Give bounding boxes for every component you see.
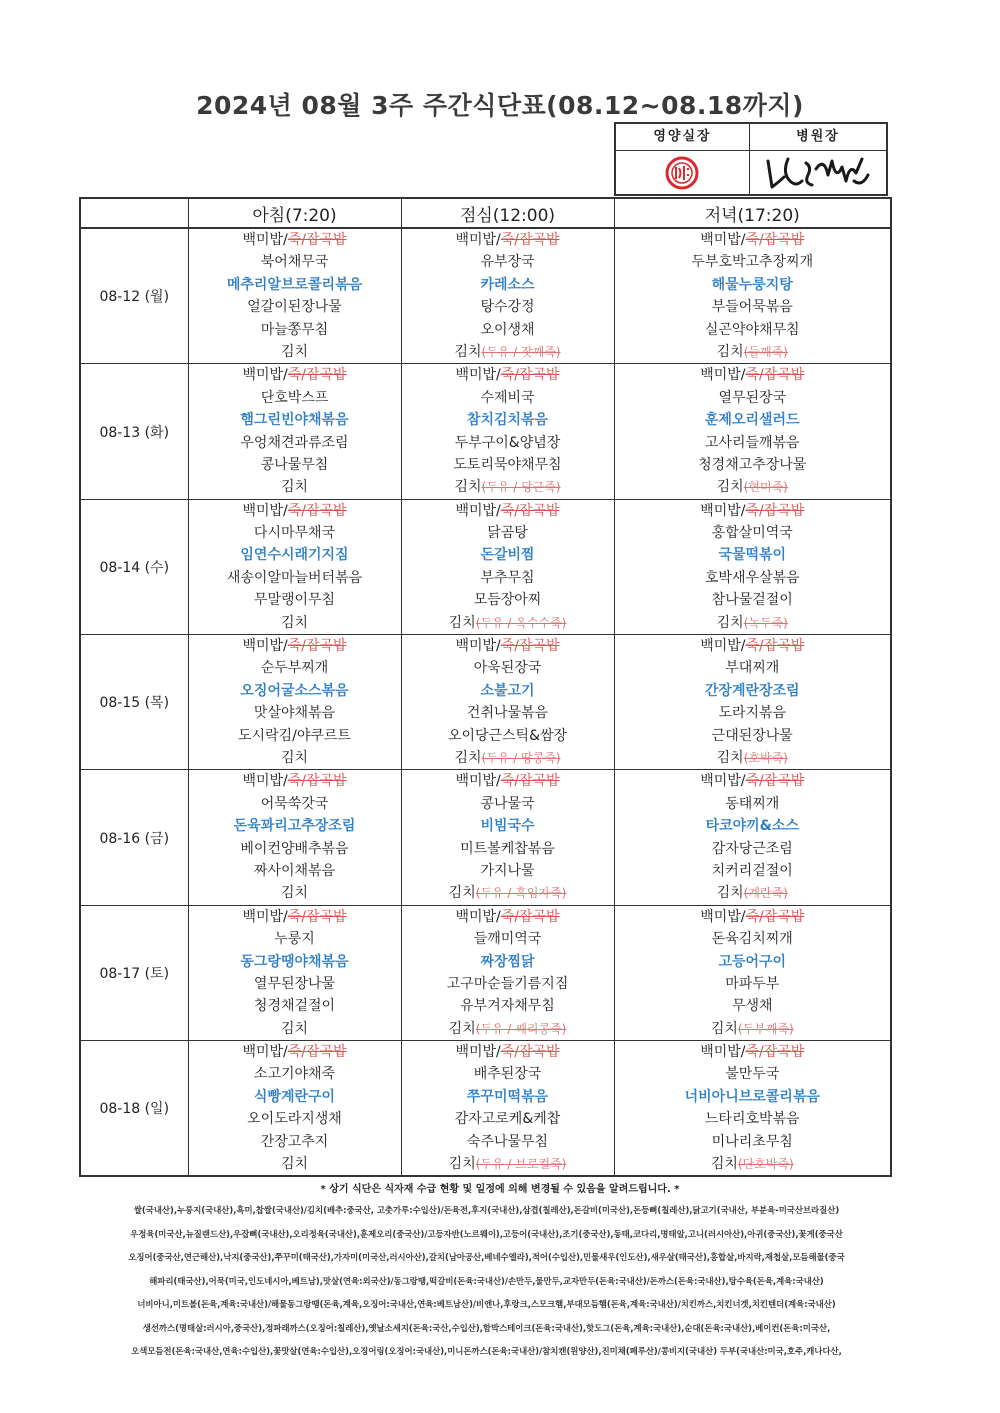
side-dish: 참나물겉절이 <box>711 592 793 609</box>
kimchi-label: 김치 <box>454 749 482 766</box>
main-dish: 참치김치볶음 <box>466 412 549 429</box>
rice-line <box>402 906 614 928</box>
side-dish: 가지나물 <box>480 862 535 879</box>
side-dish: 고사리들깨볶음 <box>704 434 800 451</box>
porridge-note: (단호박죽) <box>737 1157 794 1172</box>
origin-line: 너비아니,미트볼(돈육,계육:국내산)/해물동그랑땡(돈육,계육,오징어:국내산,연육:베트남산)/비엔나,후랑크,스모크햄,부대모듬햄(돈육,계육:국내산)/치킨까스,치킨너겟,치킨텐더(계육:국내산) <box>137 1299 836 1309</box>
origin-line: 우정육(미국산,뉴질랜드산),우잡뼈(국내산),오리정육(국내산),훈제오리(중국산)/고등자반(노르웨이),고등어(국내산),조기(중국산),동태,코다리,명태알,고니(러시아산),아귀(중국산),꽃게(중국산 <box>130 1228 843 1239</box>
rice-line <box>615 906 891 928</box>
footnote: * 상기 식단은 식자재 수급 현황 및 일정에 의해 변경될 수 있음을 알려드립니다. * <box>320 1184 680 1195</box>
main-dish: 소불고기 <box>480 682 535 699</box>
side-dish: 다시마무채국 <box>253 525 336 542</box>
alt-rice-label: 죽/잡곡밥 <box>287 367 347 384</box>
side-dish: 미나리초무침 <box>711 1133 793 1150</box>
rice-label: 백미밥/ <box>455 502 501 519</box>
side-dish: 어묵쑥갓국 <box>260 795 329 812</box>
menu-day-row <box>80 228 891 364</box>
rice-label: 백미밥/ <box>700 367 746 384</box>
rice-line <box>402 635 614 657</box>
side-dish: 마파두부 <box>725 975 780 992</box>
lunch-cell <box>401 499 614 634</box>
page-title: 2024년 08월 3주 주간식단표(08.12~08.18까지) <box>196 91 804 120</box>
kimchi-label: 김치 <box>716 343 744 360</box>
approval-box <box>614 122 888 196</box>
main-dish: 간장계란장조림 <box>704 682 800 699</box>
rice-line <box>189 770 401 792</box>
dinner-cell <box>614 905 891 1040</box>
side-dish: 도라지볶음 <box>718 705 787 722</box>
rice-label: 백미밥/ <box>242 232 288 248</box>
kimchi-line <box>615 747 891 769</box>
breakfast-cell <box>188 905 401 1040</box>
side-dish: 숙주나물무침 <box>466 1133 549 1150</box>
alt-rice-label: 죽/잡곡밥 <box>500 502 560 519</box>
porridge-note: (두부깨죽) <box>737 1021 794 1036</box>
porridge-note: (호박죽) <box>743 750 788 765</box>
kimchi-line <box>402 476 614 498</box>
rice-line <box>615 500 891 522</box>
side-dish: 얼갈이된장나물 <box>247 299 342 316</box>
kimchi-line <box>615 882 891 904</box>
kimchi-label: 김치 <box>710 1020 738 1037</box>
rice-label: 백미밥/ <box>455 367 501 384</box>
kimchi-label: 김치 <box>280 1156 309 1173</box>
side-dish: 청경채겉절이 <box>253 998 336 1015</box>
director-label: 병원장 <box>750 124 886 151</box>
dinner-cell <box>614 635 891 770</box>
header-breakfast: 아침(7:20) <box>188 198 401 228</box>
origin-line: 오징어(중국산,연근해산),낙지(중국산),쭈꾸미(태국산),가자미(미국산,러시아산),갈치(남아공산,베네수엘라),적어(수입산),민물새우(인도산),새우살(태국산),홍합살,바지락,재첩살,모듬해물(중국 <box>128 1252 845 1262</box>
side-dish: 새송이알마늘버터볶음 <box>226 569 363 586</box>
kimchi-label: 김치 <box>454 479 482 496</box>
rice-label: 백미밥/ <box>455 232 501 248</box>
rice-line <box>615 1041 891 1063</box>
side-dish: 오이생채 <box>480 321 535 338</box>
lunch-cell <box>401 364 614 499</box>
side-dish: 근대된장나물 <box>711 727 793 744</box>
breakfast-cell <box>188 1041 401 1177</box>
kimchi-line <box>402 341 614 363</box>
kimchi-line <box>615 1153 891 1175</box>
kimchi-line <box>189 476 401 498</box>
side-dish: 실곤약야채무침 <box>704 321 800 338</box>
menu-day-row <box>80 770 891 905</box>
side-dish: 감자고로케&케찹 <box>454 1111 561 1128</box>
side-dish: 닭곰탕 <box>487 525 528 542</box>
side-dish: 부들어묵볶음 <box>711 299 793 316</box>
main-dish: 비빔국수 <box>480 818 535 835</box>
kimchi-label: 김치 <box>716 885 744 902</box>
side-dish: 동태찌개 <box>725 795 780 812</box>
side-dish: 열무된장나물 <box>253 975 336 992</box>
rice-label: 백미밥/ <box>455 908 501 925</box>
kimchi-label: 김치 <box>716 749 744 766</box>
side-dish: 치커리겉절이 <box>711 862 793 879</box>
kimchi-line <box>402 1018 614 1040</box>
breakfast-cell <box>188 770 401 905</box>
kimchi-line <box>402 882 614 904</box>
main-dish: 임연수시래기지짐 <box>240 547 349 564</box>
rice-label: 백미밥/ <box>455 638 501 655</box>
rice-line <box>615 635 891 657</box>
side-dish: 건취나물볶음 <box>466 705 549 722</box>
side-dish: 무생채 <box>731 998 773 1015</box>
side-dish: 북어채무국 <box>260 254 329 271</box>
side-dish: 감자당근조림 <box>711 840 793 857</box>
main-dish: 식빵계란구이 <box>253 1088 336 1105</box>
kimchi-line <box>615 1018 891 1040</box>
kimchi-line <box>615 341 891 363</box>
menu-day-row <box>80 364 891 499</box>
menu-day-row <box>80 635 891 770</box>
side-dish: 간장고추지 <box>260 1133 329 1150</box>
side-dish: 맛살야채볶음 <box>253 705 336 722</box>
side-dish: 누룽지 <box>274 931 315 948</box>
menu-day-row <box>80 1041 891 1177</box>
side-dish: 청경채고추장나물 <box>698 456 807 473</box>
alt-rice-label: 죽/잡곡밥 <box>287 1044 347 1061</box>
side-dish: 베이컨양배추볶음 <box>240 840 349 857</box>
day-date: 08-14 (수) <box>80 499 188 634</box>
alt-rice-label: 죽/잡곡밥 <box>287 638 347 655</box>
header-row <box>80 198 891 228</box>
rice-label: 백미밥/ <box>242 638 288 655</box>
header-dinner: 저녁(17:20) <box>614 198 891 228</box>
rice-line <box>615 770 891 792</box>
kimchi-line <box>189 1153 401 1175</box>
porridge-note: (녹두죽) <box>743 615 788 630</box>
kimchi-label: 김치 <box>280 479 309 496</box>
kimchi-line <box>402 747 614 769</box>
kimchi-line <box>189 341 401 363</box>
rice-label: 백미밥/ <box>455 1044 501 1061</box>
rice-line <box>189 906 401 928</box>
seal-stamp-icon <box>616 151 749 194</box>
alt-rice-label: 죽/잡곡밥 <box>500 908 560 925</box>
porridge-note: (두유 / 당근죽) <box>481 480 561 495</box>
side-dish: 콩나물무침 <box>260 456 329 473</box>
origin-line: 생선까스(명태살:러시아,중국산),정파래까스(오징어:칠레산),옛날소세지(돈육:국산,수입산),함박스테이크(돈육:국내산),핫도그(돈육,계육:국내산),순대(돈육:국내산),베이컨(돈육:미국산, <box>142 1322 831 1333</box>
kimchi-line <box>189 747 401 769</box>
kimchi-line <box>402 612 614 634</box>
side-dish: 유부장국 <box>480 254 535 271</box>
kimchi-label: 김치 <box>280 343 309 360</box>
rice-line <box>402 229 614 251</box>
day-date: 08-16 (금) <box>80 770 188 905</box>
main-dish: 돈갈비찜 <box>480 547 535 564</box>
kimchi-label: 김치 <box>448 885 476 902</box>
rice-label: 백미밥/ <box>242 773 288 790</box>
side-dish: 아욱된장국 <box>473 660 542 677</box>
side-dish: 배추된장국 <box>473 1066 542 1083</box>
kimchi-line <box>189 612 401 634</box>
origin-line: 해파리(태국산),어묵(미국,인도네시아,베트남),맛살(연육:외국산)/동그랑땡,떡갈비(돈육:국내산)/손만두,물만두,교자만두(돈육:국내산)/돈까스(돈육:국내산),탕수육(돈육,계육:국내산) <box>149 1275 824 1286</box>
side-dish: 부추무침 <box>480 569 535 586</box>
rice-line <box>189 635 401 657</box>
kimchi-label: 김치 <box>448 614 476 631</box>
main-dish: 햄그린빈야채볶음 <box>240 412 349 429</box>
alt-rice-label: 죽/잡곡밥 <box>287 502 347 519</box>
alt-rice-label: 죽/잡곡밥 <box>500 367 560 384</box>
kimchi-line <box>615 476 891 498</box>
kimchi-line <box>189 1018 401 1040</box>
alt-rice-label: 죽/잡곡밥 <box>745 773 805 790</box>
side-dish: 탕수강정 <box>480 299 535 316</box>
rice-line <box>402 364 614 386</box>
kimchi-label: 김치 <box>716 479 744 496</box>
porridge-note: (두유 / 땅콩죽) <box>481 750 561 765</box>
side-dish: 콩나물국 <box>480 795 535 812</box>
porridge-note: (현미죽) <box>743 480 788 495</box>
main-dish: 짜장찜닭 <box>480 953 535 970</box>
rice-label: 백미밥/ <box>700 638 746 655</box>
porridge-note: (두유 / 잣깨죽) <box>481 344 561 359</box>
lunch-cell <box>401 770 614 905</box>
rice-line <box>402 770 614 792</box>
breakfast-cell <box>188 635 401 770</box>
porridge-note: (두유 / 흑임자죽) <box>475 886 567 901</box>
nutrition-manager-label: 영양실장 <box>616 124 750 151</box>
main-dish: 너비아니브로콜리볶음 <box>684 1088 820 1105</box>
side-dish: 두부호박고추장찌개 <box>691 254 814 271</box>
side-dish: 마늘쫑무침 <box>260 321 329 338</box>
side-dish: 수제비국 <box>480 389 535 406</box>
alt-rice-label: 죽/잡곡밥 <box>745 638 805 655</box>
menu-day-row <box>80 499 891 634</box>
side-dish: 오이도라지생채 <box>247 1111 342 1128</box>
side-dish: 소고기야채죽 <box>253 1066 336 1083</box>
side-dish: 열무된장국 <box>718 389 787 406</box>
lunch-cell <box>401 228 614 364</box>
rice-label: 백미밥/ <box>700 232 746 248</box>
dinner-cell <box>614 228 891 364</box>
porridge-note: (두유 / 옥수수죽) <box>475 615 567 630</box>
kimchi-label: 김치 <box>280 749 309 766</box>
side-dish: 돈육김치찌개 <box>711 931 793 948</box>
day-date: 08-18 (일) <box>80 1041 188 1177</box>
header-corner <box>80 198 188 228</box>
side-dish: 우엉채견과류조림 <box>240 434 349 451</box>
breakfast-cell <box>188 499 401 634</box>
main-dish: 쭈꾸미떡볶음 <box>466 1088 549 1105</box>
day-date: 08-15 (목) <box>80 635 188 770</box>
side-dish: 단호박스프 <box>260 389 329 406</box>
dinner-cell <box>614 1041 891 1177</box>
handwritten-signature-icon <box>750 151 886 194</box>
alt-rice-label: 죽/잡곡밥 <box>287 908 347 925</box>
side-dish: 모듬장아찌 <box>473 592 542 609</box>
side-dish: 불만두국 <box>725 1066 780 1083</box>
kimchi-label: 김치 <box>716 614 744 631</box>
porridge-note: (두유 / 브로컬죽) <box>475 1157 567 1172</box>
dinner-cell <box>614 770 891 905</box>
main-dish: 타코야끼&소스 <box>705 818 799 835</box>
kimchi-label: 김치 <box>710 1156 738 1173</box>
kimchi-label: 김치 <box>448 1020 476 1037</box>
kimchi-label: 김치 <box>280 614 309 631</box>
side-dish: 고구마순들기름지짐 <box>446 975 569 992</box>
lunch-cell <box>401 635 614 770</box>
alt-rice-label: 죽/잡곡밥 <box>745 908 805 925</box>
main-dish: 오징어굴소스볶음 <box>240 682 349 699</box>
rice-label: 백미밥/ <box>242 908 288 925</box>
porridge-note: (들깨죽) <box>743 344 788 359</box>
rice-line <box>189 500 401 522</box>
alt-rice-label: 죽/잡곡밥 <box>745 232 805 248</box>
alt-rice-label: 죽/잡곡밥 <box>500 1044 560 1061</box>
kimchi-label: 김치 <box>280 885 309 902</box>
kimchi-label: 김치 <box>448 1156 476 1173</box>
rice-label: 백미밥/ <box>455 773 501 790</box>
breakfast-cell <box>188 228 401 364</box>
breakfast-cell <box>188 364 401 499</box>
porridge-note: (두유 / 쌔리콩죽) <box>475 1021 567 1036</box>
rice-line <box>615 364 891 386</box>
rice-label: 백미밥/ <box>700 908 746 925</box>
origin-info <box>79 1199 894 1364</box>
rice-line <box>189 229 401 251</box>
origin-line: 쌀(국내산),누룽지(국내산),흑미,찹쌀(국내산)/김치(배추:중국산, 고춧가루:수입산)/돈육전,후지(국내산),삼겹(칠레산),돈갈비(미국산),돈등뼈(칠레산),닭고기(국내산, 부분육-미국산브라질산) <box>133 1205 840 1215</box>
lunch-cell <box>401 905 614 1040</box>
day-date: 08-13 (화) <box>80 364 188 499</box>
day-date: 08-17 (토) <box>80 905 188 1040</box>
rice-label: 백미밥/ <box>700 773 746 790</box>
lunch-cell <box>401 1041 614 1177</box>
alt-rice-label: 죽/잡곡밥 <box>500 773 560 790</box>
side-dish: 유부겨자채무침 <box>460 998 555 1015</box>
alt-rice-label: 죽/잡곡밥 <box>745 502 805 519</box>
rice-line <box>402 1041 614 1063</box>
main-dish: 해물누룽지탕 <box>711 276 793 293</box>
rice-label: 백미밥/ <box>242 1044 288 1061</box>
side-dish: 순두부찌개 <box>260 660 329 677</box>
side-dish: 부대찌개 <box>725 660 780 677</box>
side-dish: 느타리호박볶음 <box>704 1111 800 1128</box>
rice-label: 백미밥/ <box>700 502 746 519</box>
porridge-note: (계란죽) <box>743 886 788 901</box>
rice-label: 백미밥/ <box>242 367 288 384</box>
side-dish: 무말랭이무침 <box>253 592 336 609</box>
alt-rice-label: 죽/잡곡밥 <box>500 638 560 655</box>
director-signature <box>750 151 886 194</box>
main-dish: 돈육꽈리고추장조림 <box>233 818 356 835</box>
side-dish: 두부구이&양념장 <box>454 434 561 451</box>
rice-line <box>189 1041 401 1063</box>
kimchi-line <box>402 1153 614 1175</box>
day-date: 08-12 (월) <box>80 228 188 364</box>
side-dish: 도토리묵야채무침 <box>453 456 562 473</box>
main-dish: 국물떡볶이 <box>718 547 787 564</box>
side-dish: 홍합살미역국 <box>711 525 793 542</box>
main-dish: 동그랑땡야채볶음 <box>240 953 349 970</box>
menu-day-row <box>80 905 891 1040</box>
kimchi-label: 김치 <box>280 1020 309 1037</box>
side-dish: 오이당근스틱&쌈장 <box>447 727 568 744</box>
side-dish: 호박새우살볶음 <box>704 569 800 586</box>
alt-rice-label: 죽/잡곡밥 <box>745 1044 805 1061</box>
alt-rice-label: 죽/잡곡밥 <box>500 232 560 248</box>
origin-line: 오색모듬전(돈육:국내산,연육:수입산),꽃맛살(연육:수입산),오징어링(오징어:국내산),미니돈까스(돈육:국내산)/참치캔(원양산),진미채(페루산)/콩비지(국내산) 두부(국내산:미국,호주,캐나다산, <box>131 1346 842 1356</box>
side-dish: 짜사이채볶음 <box>253 862 336 879</box>
side-dish: 도시락김/야쿠르트 <box>238 727 351 744</box>
alt-rice-label: 죽/잡곡밥 <box>287 232 347 248</box>
header-lunch: 점심(12:00) <box>401 198 614 228</box>
side-dish: 미트볼케찹볶음 <box>460 840 555 857</box>
kimchi-label: 김치 <box>454 343 482 360</box>
rice-label: 백미밥/ <box>242 502 288 519</box>
kimchi-line <box>189 882 401 904</box>
nutrition-manager-stamp <box>616 151 750 194</box>
kimchi-line <box>615 612 891 634</box>
main-dish: 카레소스 <box>480 276 535 293</box>
dinner-cell <box>614 364 891 499</box>
main-dish: 메추리알브로콜리볶음 <box>226 276 363 293</box>
alt-rice-label: 죽/잡곡밥 <box>287 773 347 790</box>
main-dish: 고등어구이 <box>718 953 787 970</box>
dinner-cell <box>614 499 891 634</box>
main-dish: 훈제오리샐러드 <box>704 412 800 429</box>
rice-label: 백미밥/ <box>700 1044 746 1061</box>
rice-line <box>402 500 614 522</box>
weekly-menu-table <box>79 197 892 1177</box>
rice-line <box>189 364 401 386</box>
rice-line <box>615 229 891 251</box>
side-dish: 들깨미역국 <box>473 931 542 948</box>
alt-rice-label: 죽/잡곡밥 <box>745 367 805 384</box>
